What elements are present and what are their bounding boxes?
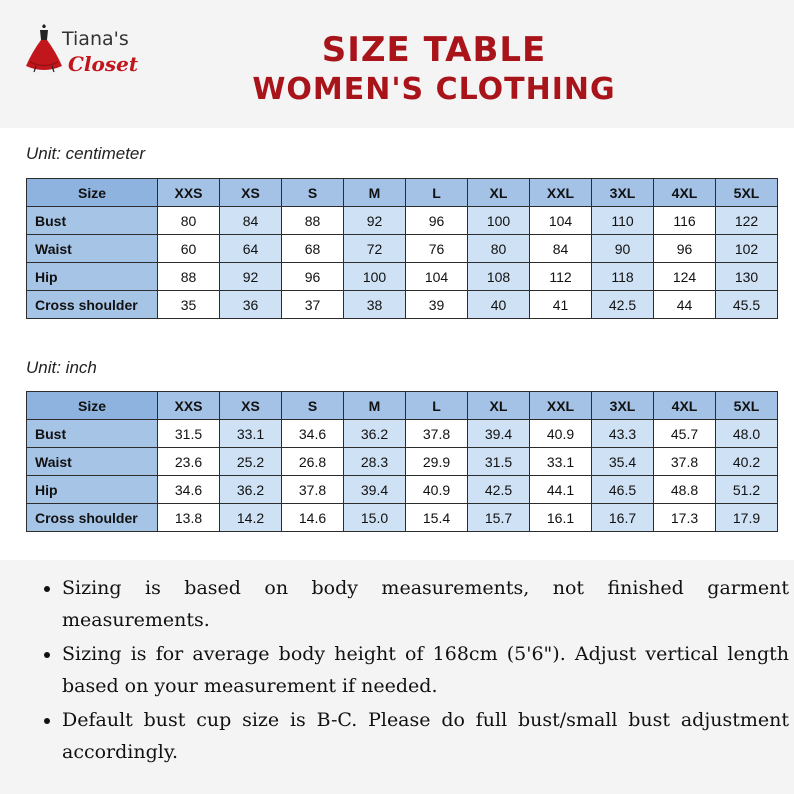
table-cell: 108 <box>468 263 530 291</box>
header-cell-size-xxs: XXS <box>158 179 220 207</box>
header-cell-size-l: L <box>406 179 468 207</box>
header-cell-size-xl: XL <box>468 392 530 420</box>
table-cell: 43.3 <box>592 420 654 448</box>
table-cell: 118 <box>592 263 654 291</box>
table-cell: 96 <box>654 235 716 263</box>
table-cell: 84 <box>220 207 282 235</box>
page-subtitle: WOMEN'S CLOTHING <box>252 72 616 107</box>
table-cell: 112 <box>530 263 592 291</box>
header-cell-size-s: S <box>282 179 344 207</box>
header-cell-size-3xl: 3XL <box>592 179 654 207</box>
table-cell: 36.2 <box>344 420 406 448</box>
table-cell: 64 <box>220 235 282 263</box>
table-cell: 17.9 <box>716 504 778 532</box>
table-cell: 60 <box>158 235 220 263</box>
brand-name-bottom: Closet <box>68 52 139 76</box>
row-label: Hip <box>27 476 158 504</box>
table-cell: 100 <box>344 263 406 291</box>
header-cell-size-5xl: 5XL <box>716 392 778 420</box>
table-cell: 51.2 <box>716 476 778 504</box>
table-row <box>27 420 778 448</box>
table-cell: 37 <box>282 291 344 319</box>
row-label: Hip <box>27 263 158 291</box>
table-cell: 42.5 <box>592 291 654 319</box>
row-label: Cross shoulder <box>27 291 158 319</box>
table-cell: 96 <box>282 263 344 291</box>
table-cell: 35.4 <box>592 448 654 476</box>
header <box>0 0 794 128</box>
unit-label-centimeter: Unit: centimeter <box>26 144 146 163</box>
table-row <box>27 235 778 263</box>
header-cell-size-l: L <box>406 392 468 420</box>
table-cell: 92 <box>220 263 282 291</box>
table-cell: 17.3 <box>654 504 716 532</box>
table-cell: 46.5 <box>592 476 654 504</box>
table-cell: 15.4 <box>406 504 468 532</box>
table-cell: 39.4 <box>468 420 530 448</box>
table-cell: 88 <box>158 263 220 291</box>
table-row <box>27 207 778 235</box>
header-cell-size-4xl: 4XL <box>654 179 716 207</box>
table-cell: 80 <box>158 207 220 235</box>
table-cell: 42.5 <box>468 476 530 504</box>
table-cell: 84 <box>530 235 592 263</box>
table-cell: 28.3 <box>344 448 406 476</box>
table-cell: 44.1 <box>530 476 592 504</box>
table-cell: 40.9 <box>406 476 468 504</box>
table-cell: 16.7 <box>592 504 654 532</box>
table-cell: 34.6 <box>282 420 344 448</box>
table-cell: 48.8 <box>654 476 716 504</box>
table-cell: 33.1 <box>530 448 592 476</box>
table-row <box>27 476 778 504</box>
table-cell: 68 <box>282 235 344 263</box>
row-label: Waist <box>27 235 158 263</box>
table-cell: 25.2 <box>220 448 282 476</box>
table-cell: 23.6 <box>158 448 220 476</box>
header-cell-size-m: M <box>344 179 406 207</box>
header-cell-size-xs: XS <box>220 179 282 207</box>
header-cell-size-xs: XS <box>220 392 282 420</box>
table-cell: 104 <box>530 207 592 235</box>
note-item: • Default bust cup size is B-C. Please do full bust/small bust adjustment accordingly. <box>62 704 789 768</box>
table-cell: 45.5 <box>716 291 778 319</box>
table-cell: 96 <box>406 207 468 235</box>
table-cell: 36 <box>220 291 282 319</box>
table-cell: 26.8 <box>282 448 344 476</box>
table-cell: 44 <box>654 291 716 319</box>
table-cell: 92 <box>344 207 406 235</box>
header-cell-size-xxl: XXL <box>530 179 592 207</box>
size-table-centimeter <box>26 178 778 319</box>
table-cell: 102 <box>716 235 778 263</box>
header-cell-size-5xl: 5XL <box>716 179 778 207</box>
table-cell: 33.1 <box>220 420 282 448</box>
header-cell-size-xxs: XXS <box>158 392 220 420</box>
row-label: Waist <box>27 448 158 476</box>
header-cell-size-xxl: XXL <box>530 392 592 420</box>
table-cell: 14.2 <box>220 504 282 532</box>
table-row <box>27 291 778 319</box>
table-cell: 31.5 <box>158 420 220 448</box>
page-title: SIZE TABLE <box>321 30 547 70</box>
table-cell: 100 <box>468 207 530 235</box>
table-cell: 36.2 <box>220 476 282 504</box>
table-cell: 76 <box>406 235 468 263</box>
table-row <box>27 504 778 532</box>
table-row <box>27 263 778 291</box>
table-cell: 34.6 <box>158 476 220 504</box>
header-cell-size-3xl: 3XL <box>592 392 654 420</box>
unit-label-inch: Unit: inch <box>26 358 97 377</box>
table-cell: 13.8 <box>158 504 220 532</box>
table-cell: 15.0 <box>344 504 406 532</box>
table-cell: 90 <box>592 235 654 263</box>
table-cell: 88 <box>282 207 344 235</box>
brand-name-top: Tiana's <box>62 28 129 50</box>
table-cell: 39 <box>406 291 468 319</box>
header-cell-size-s: S <box>282 392 344 420</box>
table-cell: 37.8 <box>406 420 468 448</box>
table-cell: 16.1 <box>530 504 592 532</box>
table-cell: 40 <box>468 291 530 319</box>
table-cell: 38 <box>344 291 406 319</box>
table-row <box>27 448 778 476</box>
table-cell: 14.6 <box>282 504 344 532</box>
note-item: • Sizing is for average body height of 168cm (5'6"). Adjust vertical length based on your measurement if needed. <box>62 638 789 702</box>
size-table-inch <box>26 391 778 532</box>
table-cell: 37.8 <box>654 448 716 476</box>
table-cell: 37.8 <box>282 476 344 504</box>
row-label: Bust <box>27 207 158 235</box>
header-cell-size: Size <box>27 392 158 420</box>
table-cell: 40.9 <box>530 420 592 448</box>
table-cell: 104 <box>406 263 468 291</box>
table-header-row <box>27 179 778 207</box>
table-cell: 80 <box>468 235 530 263</box>
table-cell: 29.9 <box>406 448 468 476</box>
table-cell: 124 <box>654 263 716 291</box>
row-label: Cross shoulder <box>27 504 158 532</box>
header-cell-size-xl: XL <box>468 179 530 207</box>
table-cell: 122 <box>716 207 778 235</box>
table-cell: 39.4 <box>344 476 406 504</box>
table-cell: 45.7 <box>654 420 716 448</box>
header-cell-size-4xl: 4XL <box>654 392 716 420</box>
row-label: Bust <box>27 420 158 448</box>
table-cell: 41 <box>530 291 592 319</box>
table-cell: 15.7 <box>468 504 530 532</box>
header-cell-size-m: M <box>344 392 406 420</box>
table-cell: 31.5 <box>468 448 530 476</box>
table-cell: 40.2 <box>716 448 778 476</box>
header-cell-size: Size <box>27 179 158 207</box>
note-item: • Sizing is based on body measurements, not finished garment measurements. <box>62 572 789 636</box>
table-cell: 35 <box>158 291 220 319</box>
table-cell: 48.0 <box>716 420 778 448</box>
table-cell: 130 <box>716 263 778 291</box>
table-cell: 110 <box>592 207 654 235</box>
notes-list <box>40 572 789 770</box>
table-cell: 116 <box>654 207 716 235</box>
table-cell: 72 <box>344 235 406 263</box>
table-header-row <box>27 392 778 420</box>
